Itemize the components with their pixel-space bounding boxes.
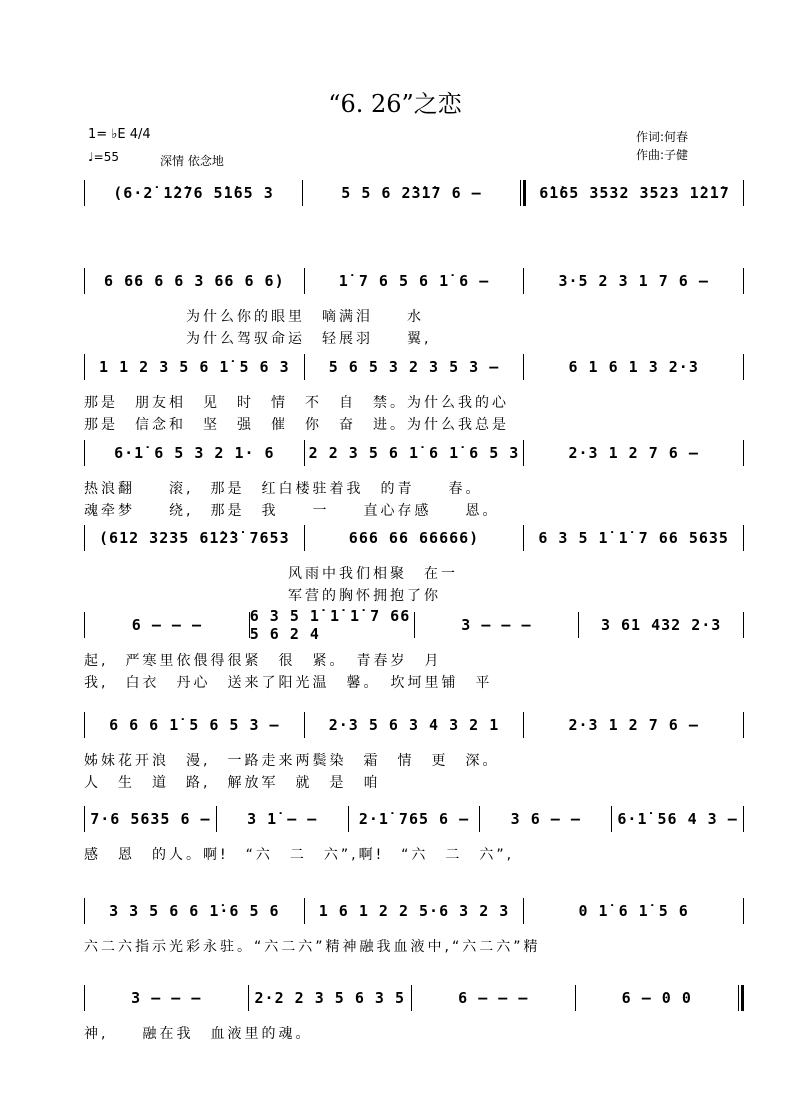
lyric-line: [84, 585, 744, 605]
measure: 1 6 1 2 2 5·6 3 2 3: [318, 902, 510, 920]
lyric-text: 那是 信念和 坚 强 催 你 奋 进。为什么我总是: [84, 417, 509, 433]
score-row: [84, 898, 744, 924]
measure: 6 – 0 0: [621, 989, 692, 1007]
lyric-line: [84, 392, 744, 412]
measure: 6 3 5 1̇ 1̇ 7 66 5635: [538, 529, 729, 547]
measure: 3 – – –: [131, 989, 202, 1007]
lyric-line: [84, 328, 744, 348]
lyric-text: 为什么驾驭命运 轻展羽 翼,: [84, 331, 432, 347]
lyric-line: [84, 844, 744, 864]
measure: 5 5 6 2̇3̇1̇7 6 –: [341, 184, 482, 202]
lyric-line: [84, 306, 744, 326]
song-title: “6. 26”之恋: [328, 90, 462, 118]
lyric-text: 我, 白衣 丹心 送来了阳光温 馨。 坎坷里铺 平: [84, 675, 493, 691]
lyric-text: 风雨中我们相聚 在一: [84, 566, 458, 582]
measure: 6 – – –: [131, 616, 202, 634]
lyric-text: 魂牵梦 绕, 那是 我 一 直心存感 恩。: [84, 503, 500, 519]
measure: 5 6 5 3 2 3 5 3 –: [328, 358, 500, 376]
lyric-line: [84, 414, 744, 434]
score-row: [84, 180, 744, 206]
measure: 6 6 6 1̇ 5 6 5 3 –: [109, 716, 280, 734]
measure: (612 3235 61̇2̇3̇ 7653: [99, 529, 290, 547]
score-row: [84, 525, 744, 551]
lyric-line: [84, 936, 744, 956]
lyric-text: 六二六指示光彩永驻。“六二六”精神融我血液中,“六二六”精: [84, 939, 541, 955]
barline: [743, 712, 744, 738]
final-barline: [738, 985, 744, 1011]
measure: (6·2̇ 1̇2̇76 5̇1̇65 3: [113, 184, 274, 202]
lyric-line: [84, 478, 744, 498]
measure: 3 61 432 2·3: [600, 616, 722, 634]
barline: [743, 268, 744, 294]
lyric-line: [84, 500, 744, 520]
measure: 6 – – –: [458, 989, 529, 1007]
score-row: [84, 354, 744, 380]
measure: 6·1̇ 56 4 3 –: [617, 810, 738, 828]
measure: 3·5 2 3 1 7 6 –: [558, 272, 709, 290]
lyric-text: 那是 朋友相 见 时 情 不 自 禁。为什么我的心: [84, 395, 509, 411]
measure: 1 1 2 3 5 6 1̇ 5 6 3: [99, 358, 290, 376]
score-row: [84, 985, 744, 1011]
lyric-text: 军营的胸怀拥抱了你: [84, 588, 441, 604]
measure: 3 6 – –: [510, 810, 581, 828]
measure: 2·3 1 2 7 6 –: [568, 716, 699, 734]
lyric-line: [84, 1023, 744, 1043]
measure: 2·3 1 2 7 6 –: [568, 444, 699, 462]
measure: 2·2 2 3 5 6 3 5: [254, 989, 405, 1007]
measure: 6 66 6 6 3 66 6 6): [104, 272, 285, 290]
measure: 2·1̇ 765 6 –: [358, 810, 470, 828]
measure: 6 1 6 1 3 2·3: [568, 358, 699, 376]
composer-credit: 作曲:子健: [636, 148, 689, 162]
lyric-line: [84, 563, 744, 583]
measure: 1̇ 7 6 5 6 1̇ 6 –: [338, 272, 490, 290]
measure: 2 2 3 5 6 1̇ 6 1̇ 6 5 3: [308, 444, 520, 462]
barline: [743, 354, 744, 380]
score-row: [84, 268, 744, 294]
measure: 6̇1̇65 3532 3523 1̇2̇1̇7: [539, 184, 730, 202]
key-signature: 1= ♭E 4/4: [88, 127, 151, 142]
measure: 3 3 5 6 6 1̇·6 5 6: [109, 902, 280, 920]
barline: [743, 180, 744, 206]
score-row: [84, 607, 744, 643]
score-row: [84, 440, 744, 466]
score-row: [84, 712, 744, 738]
barline: [743, 440, 744, 466]
measure: 3 – – –: [461, 616, 532, 634]
score-row: [84, 806, 744, 832]
measure: 0 1̇ 6 1̇ 5 6: [578, 902, 689, 920]
lyric-text: 感 恩 的人。啊! “六 二 六”,啊! “六 二 六”,: [84, 847, 515, 863]
barline: [743, 898, 744, 924]
tempo-marking: ♩=55: [88, 150, 119, 164]
measure: 6·1̇ 6 5 3 2 1· 6: [114, 444, 275, 462]
lyric-text: 神, 融在我 血液里的魂。: [84, 1026, 313, 1042]
lyric-text: 人 生 道 路, 解放军 就 是 咱: [84, 775, 381, 791]
lyric-line: [84, 672, 744, 692]
measure: 666 66 66666): [348, 529, 480, 547]
barline: [743, 612, 744, 638]
expression-marking: 深情 依念地: [160, 154, 224, 168]
measure: 6 3 5 1̇ 1̇ 1̇ 7 66 5 6 2 4: [249, 607, 411, 643]
lyricist-credit: 作词:何春: [636, 130, 689, 144]
lyric-text: 姊妹花开浪 漫, 一路走来两鬓染 霜 情 更 深。: [84, 753, 500, 769]
measure: 2·3 5 6 3 4 3 2 1: [328, 716, 500, 734]
lyric-line: [84, 772, 744, 792]
barline: [743, 806, 744, 832]
lyric-text: 热浪翻 滚, 那是 红白楼驻着我 的青 春。: [84, 481, 483, 497]
lyric-text: 为什么你的眼里 嘀满泪 水: [84, 309, 424, 325]
lyric-text: 起, 严寒里依偎得很紧 很 紧。 青春岁 月: [84, 653, 442, 669]
lyric-line: [84, 650, 744, 670]
measure: 3 1̇ – –: [247, 810, 318, 828]
lyric-line: [84, 750, 744, 770]
barline: [743, 525, 744, 551]
measure: 7·6 5635 6 –: [90, 810, 211, 828]
